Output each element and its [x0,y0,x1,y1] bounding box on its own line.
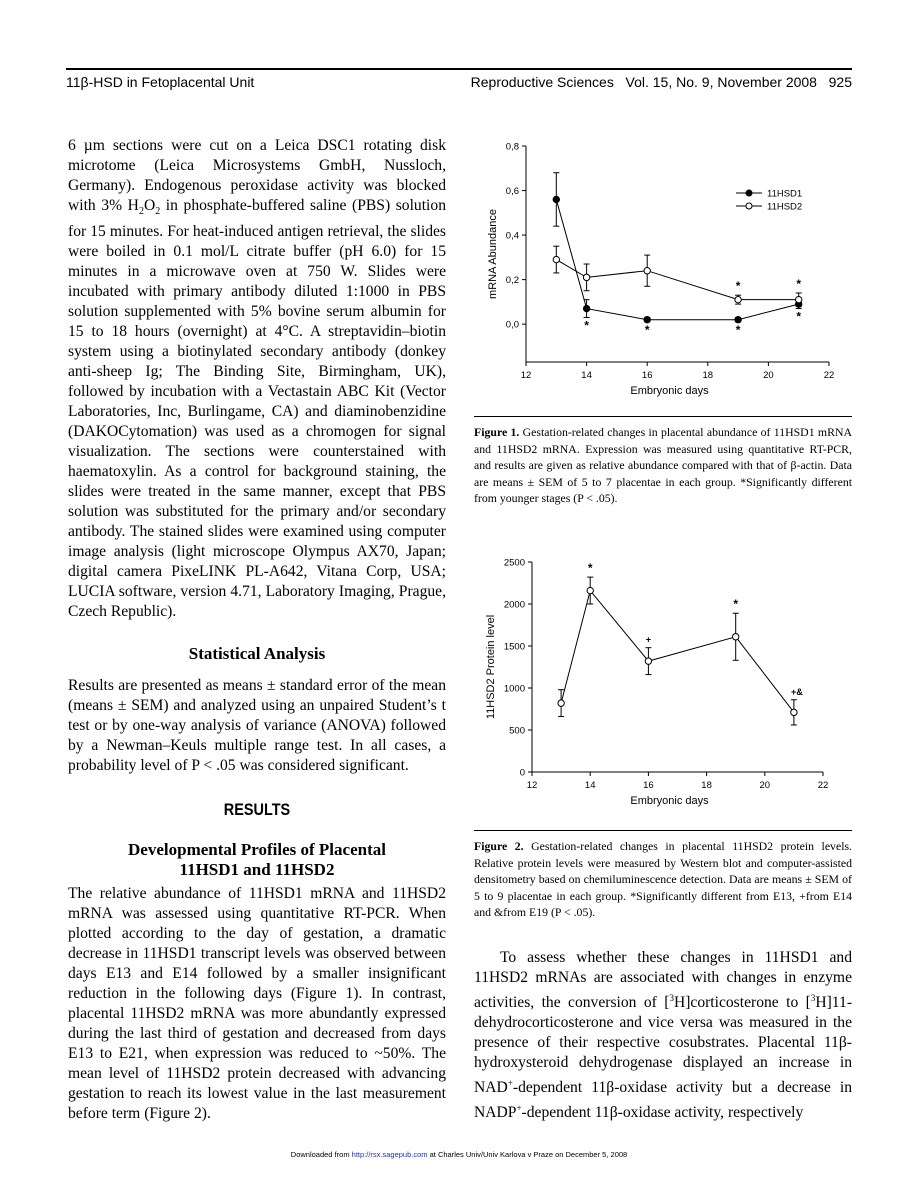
running-head [66,74,852,94]
y-tick-label: 0,6 [505,186,519,198]
significance-mark: * [644,322,650,337]
y-tick-label: 0,0 [505,319,519,331]
data-point [791,709,797,715]
x-tick-label: 12 [520,370,532,381]
developmental-heading-line2: 11HSD1 and 11HSD2 [179,860,335,880]
legend-label: 11HSD1 [767,188,803,200]
data-point [735,296,741,302]
significance-mark: * [796,309,802,324]
running-head-title: 11β-HSD in Fetoplacental Unit [66,74,255,90]
series-line [556,260,798,300]
figure1-caption: Figure 1. Gestation-related changes in placental abundance of 11HSD1 mRNA and 11HSD2 mRNA. Expression was measured using quantitative RT-PCR, and results are given as relative abundance compared with that of β-actin. Data are means ± SEM of 5 to 7 placentae in each group. *Significantly different from younger stages (P < .05). [474,425,852,505]
x-tick-label: 22 [823,370,835,381]
x-tick-label: 16 [641,370,653,381]
legend-label: 11HSD2 [767,201,803,213]
data-point [558,700,564,706]
figure2-chart [474,550,854,820]
figure2-caption: Figure 2. Gestation-related changes in placental 11HSD2 protein levels. Relative protein levels were measured by Western blot and computer-assisted densitometry based on chemiluminescence detection. Data are means ± SEM of 5 to 9 placentae in each group. *Significantly different from E13, +from E14 and &from E19 (P < .05). [474,839,853,919]
significance-mark: * [733,597,739,612]
y-tick-label: 2500 [503,557,525,569]
statistics-paragraph: Results are presented as means ± standard error of the mean (means ± SEM) and analyzed using an unpaired Student’s t test or by one-way analysis of variance (ANOVA) followed by a Newman–Keuls multiple range test. In all cases, a probability level of P < .05 was considered significant. [68,677,446,775]
figure1-caption-rule [474,416,852,417]
x-tick-label: 18 [701,780,712,791]
y-axis-label: 11HSD2 Protein level [485,614,497,720]
y-tick-label: 0,2 [505,275,519,287]
y-tick-label: 0,4 [505,230,519,242]
results-heading: RESULTS [223,800,291,820]
x-tick-label: 20 [763,370,774,381]
x-axis-label: Embryonic days [630,795,709,807]
significance-mark: * [584,318,589,333]
series-line [561,591,794,713]
developmental-heading-line1: Developmental Profiles of Placental [128,840,386,860]
x-tick-label: 12 [526,780,538,791]
right-column-paragraph: To assess whether these changes in 11HSD1 and 11HSD2 mRNAs are associated with changes in enzyme activities, the conversion of [$^3$H]corticosterone to [$^3$H]11-dehydrocorticosterone and vice versa was measured in the presence of their respective cosubstrates. Placental 11β-hydroxysteroid dehydrogenase displayed an increase in NAD+-dependent 11β-oxidase activity but a decrease in NADP+-dependent 11β-oxidase activity, respectively [474,949,853,1122]
data-point [796,296,802,302]
x-axis-label: Embryonic days [630,385,709,397]
header-rule [66,68,852,70]
x-tick-label: 14 [581,370,592,381]
x-tick-label: 22 [817,780,829,791]
significance-mark: * [735,322,741,337]
download-footer: Downloaded from http://rsx.sagepub.com at Charles Univ/Univ Karlova v Praze on December 5, 2008 [290,1150,628,1159]
y-tick-label: 500 [509,725,525,737]
significance-mark: + [645,634,652,645]
legend-marker [746,203,752,209]
data-point [553,196,559,202]
y-tick-label: 2000 [503,599,525,611]
figure1-chart [474,136,854,408]
x-tick-label: 16 [643,780,654,791]
y-tick-label: 1500 [503,641,525,653]
methods-paragraph: 6 µm sections were cut on a Leica DSC1 rotating disk microtome (Leica Microsystems GmbH, Nussloch, Germany). Endogenous peroxidase activity was blocked with 3% $H_2O_2$ in phosphate-buffered saline (PBS) solution for 15 minutes. For heat-induced antigen retrieval, the slides were boiled in 0.1 mol/L citrate buffer (pH 6.0) for 15 minutes in a microwave oven at 750 W. Slides were incubated with primary antibody diluted 1:1000 in PBS solution supplemented with 5% bovine serum albumin for 15 to 18 hours (overnight) at 4°C. A streptavidin–biotin system using a biotinylated secondary antibody (donkey anti-sheep Ig; The Binding Site, Birmingham, UK), followed by incubation with a Vectastain ABC Kit (Vector Laboratories, Inc, Burlingame, CA) and diaminobenzidine (DAKOCytomation) was used as a chromogen for signal visualization. The sections were counterstained with haematoxylin. As a control for background staining, the slides were treated in the same manner, except that PBS solution was substituted for the primary and/or secondary antibody. The stained slides were examined using computer image analysis (light microscope Olympus AX70, Japan; digital camera PixeLINK PL-A642, Vitana Corp, USA; LUCIA software, version 4.71, Laboratory Imaging, Prague, Czech Republic). [68,137,446,621]
data-point [644,268,650,274]
running-head-journal: Reproductive Sciences Vol. 15, No. 9, November 2008 925 [470,74,852,90]
series-line [556,199,798,319]
y-tick-label: 1000 [503,683,525,695]
data-point [733,634,739,640]
x-tick-label: 18 [702,370,714,381]
y-tick-label: 0,8 [505,141,519,153]
legend-marker [746,190,752,196]
developmental-paragraph: The relative abundance of 11HSD1 mRNA and 11HSD2 mRNA was assessed using quantitative RT-PCR. When plotted according to the day of gestation, a dramatic decrease in 11HSD1 transcript levels was observed between days E13 and E14 followed by a smaller insignificant reduction in the following days (Figure 1). In contrast, placental 11HSD2 mRNA was more abundantly expressed during the last third of gestation and decreased from days E13 to E21, when expression was reduced to ~50%. The mean level of 11HSD2 protein decreased with advancing gestation to reach its lowest value in the last measurement before term (Figure 2). [68,885,446,1123]
data-point [553,256,559,262]
x-tick-label: 14 [584,780,596,791]
significance-mark: * [735,279,741,294]
left-column [68,136,446,1124]
figure2-caption-rule [474,830,852,831]
data-point [587,587,593,593]
statistical-analysis-heading: Statistical Analysis [188,644,326,664]
data-point [583,305,589,311]
significance-mark: +& [791,686,803,697]
x-tick-label: 20 [759,780,771,791]
data-point [645,658,651,664]
significance-mark: * [796,276,802,291]
data-point [583,274,589,280]
footer-link[interactable]: http://rsx.sagepub.com [351,1150,428,1159]
y-tick-label: 0 [519,767,525,779]
y-axis-label: mRNA Abundance [487,209,499,299]
significance-mark: * [587,561,593,576]
